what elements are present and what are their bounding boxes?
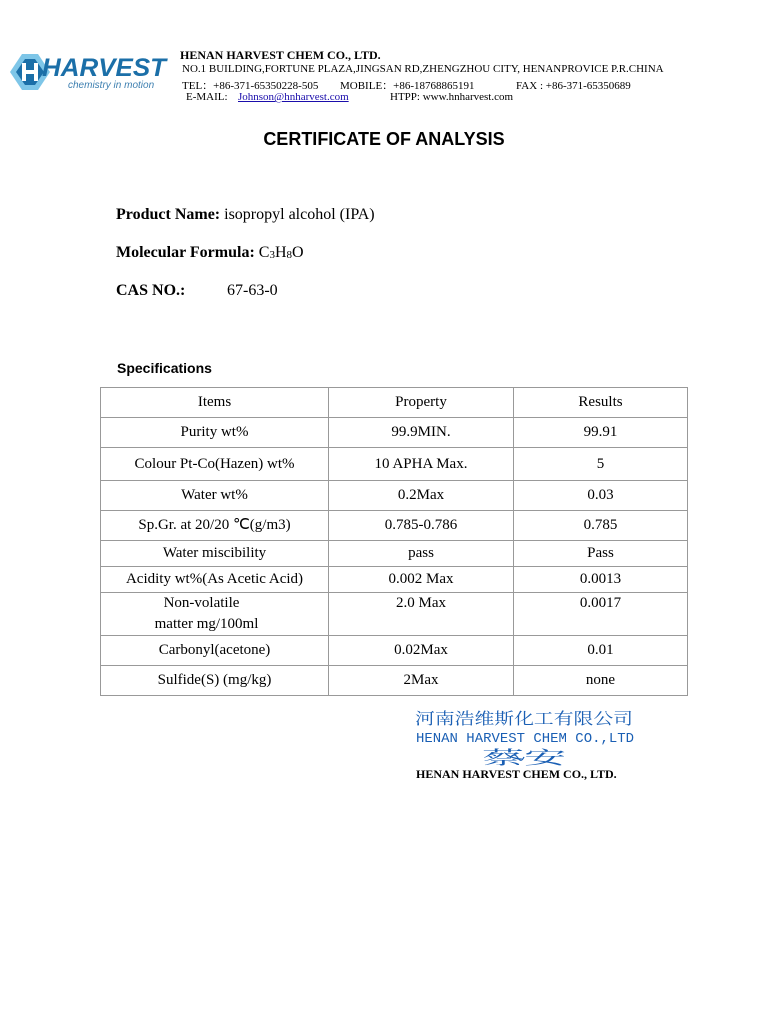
table-row (101, 448, 688, 481)
signature-mark: 蔡安 (482, 748, 566, 768)
result-cell: 5 (514, 448, 688, 481)
result-cell: Pass (514, 541, 688, 567)
molecular-formula-row (116, 244, 304, 262)
item-cell-line: Non-volatile (163, 595, 240, 611)
property-cell: 0.002 Max (329, 567, 514, 593)
item-cell: Water wt% (101, 481, 329, 511)
table-row (101, 418, 688, 448)
result-cell: 0.01 (514, 636, 688, 666)
product-name-row (116, 206, 375, 224)
company-fax: FAX : +86-371-65350689 (516, 80, 631, 92)
company-mobile: MOBILE：+86-18768865191 (340, 80, 475, 92)
item-cell: Water miscibility (101, 541, 329, 567)
logo-tagline: chemistry in motion (68, 80, 155, 91)
column-header-property: Property (329, 388, 514, 418)
molecular-formula-label: Molecular Formula: (116, 244, 255, 261)
item-cell: Sp.Gr. at 20/20 ℃(g/m3) (101, 511, 329, 541)
specifications-table (100, 387, 688, 696)
table-header-row (101, 388, 688, 418)
cas-number-row (116, 282, 278, 300)
table-row (101, 636, 688, 666)
molecular-formula-value: $C_3H_8O$ (258, 244, 304, 261)
item-cell: Colour Pt-Co(Hazen) wt% (101, 448, 329, 481)
stamp-company-name: HENAN HARVEST CHEM CO., LTD. (416, 767, 617, 781)
harvest-logo (8, 48, 170, 96)
product-name-value: isopropyl alcohol (IPA) (224, 206, 375, 223)
email-link[interactable]: Johnson@hnharvest.com (238, 91, 349, 103)
seal-english-text: HENAN HARVEST CHEM CO.,LTD (416, 731, 634, 747)
company-address: NO.1 BUILDING,FORTUNE PLAZA,JINGSAN RD,ZHENGZHOU CITY, HENANPROVICE P.R.CHINA (182, 63, 664, 75)
cas-number-label: CAS NO.: (116, 282, 186, 299)
company-tel: TEL：+86-371-65350228-505 (182, 80, 319, 92)
table-row (101, 567, 688, 593)
company-web-row (186, 91, 513, 103)
property-cell: pass (329, 541, 514, 567)
item-cell-line: matter mg/100ml (154, 616, 259, 632)
property-cell: 2.0 Max (329, 593, 514, 636)
result-cell: 0.785 (514, 511, 688, 541)
specifications-heading: Specifications (117, 360, 212, 376)
column-header-items: Items (101, 388, 329, 418)
document-title: CERTIFICATE OF ANALYSIS (263, 129, 505, 149)
logo-wordmark: HARVEST (42, 54, 169, 82)
column-header-results: Results (514, 388, 688, 418)
item-cell: Carbonyl(acetone) (101, 636, 329, 666)
property-cell: 2Max (329, 666, 514, 696)
cas-number-value: 67-63-0 (227, 282, 278, 299)
item-cell (101, 593, 329, 636)
result-cell: 0.0013 (514, 567, 688, 593)
property-cell: 10 APHA Max. (329, 448, 514, 481)
result-cell: 0.03 (514, 481, 688, 511)
product-name-label: Product Name: (116, 206, 221, 223)
table-row (101, 666, 688, 696)
item-cell: Purity wt% (101, 418, 329, 448)
item-cell: Sulfide(S) (mg/kg) (101, 666, 329, 696)
company-name: HENAN HARVEST CHEM CO., LTD. (180, 48, 381, 62)
property-cell: 99.9MIN. (329, 418, 514, 448)
company-website: HTPP: www.hnharvest.com (390, 91, 514, 103)
result-cell: 99.91 (514, 418, 688, 448)
seal-chinese-text: 河南浩维斯化工有限公司 (415, 709, 633, 728)
result-cell: none (514, 666, 688, 696)
result-cell: 0.0017 (514, 593, 688, 636)
table-row (101, 593, 688, 636)
property-cell: 0.785-0.786 (329, 511, 514, 541)
property-cell: 0.02Max (329, 636, 514, 666)
email-label: E-MAIL: (186, 91, 228, 103)
table-row (101, 511, 688, 541)
item-cell: Acidity wt%(As Acetic Acid) (101, 567, 329, 593)
company-seal-stamp (412, 706, 638, 768)
table-row (101, 541, 688, 567)
property-cell: 0.2Max (329, 481, 514, 511)
table-row (101, 481, 688, 511)
